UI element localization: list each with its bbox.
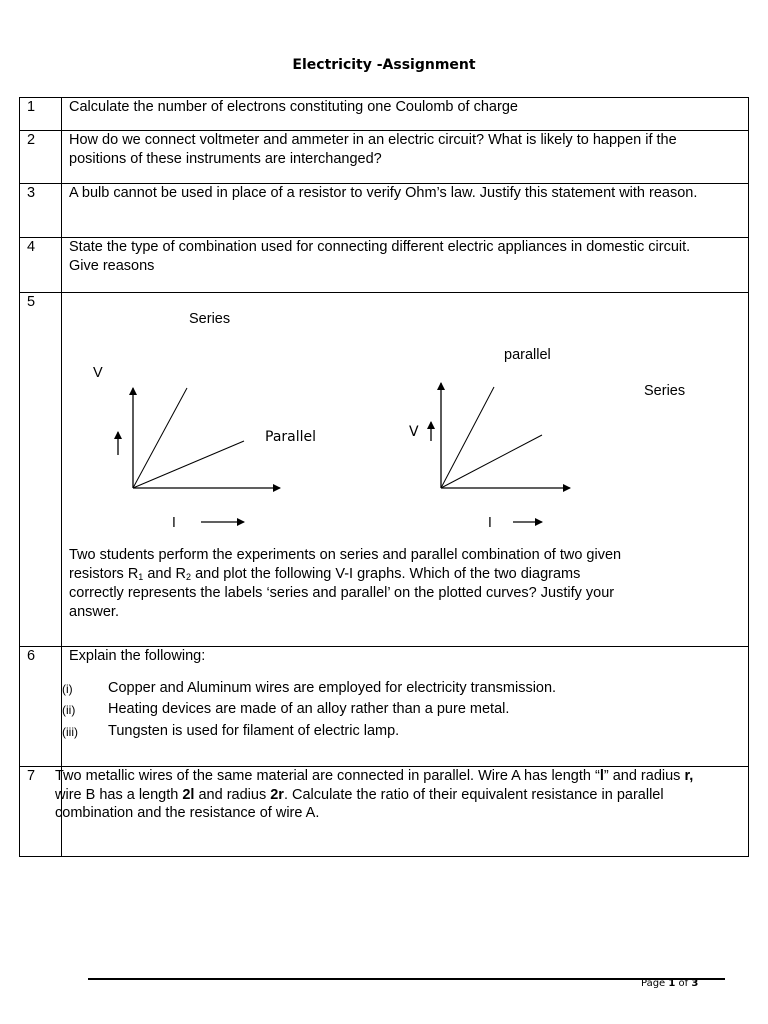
question-row-6 (20, 647, 749, 767)
axis-label-i: I (172, 516, 176, 531)
question-row-3 (20, 184, 749, 238)
sub-question-list (62, 679, 748, 744)
question-line: Give reasons (69, 257, 155, 274)
question-number: 4 (20, 238, 62, 293)
subscript: 1 (138, 571, 144, 582)
right-steep-line (441, 387, 494, 488)
text-segment: and radius (194, 786, 271, 803)
sub-question-number: (iii) (62, 724, 78, 739)
sub-question-number: (i) (62, 681, 73, 696)
question-line (55, 786, 748, 805)
bold-text: 2r (270, 786, 284, 803)
sub-question-text: Heating devices are made of an alloy rather than a pure metal. (108, 701, 510, 717)
question-line: combination and the resistance of wire A. (55, 805, 320, 821)
graph-label-parallel: parallel (504, 347, 551, 363)
question-line: How do we connect voltmeter and ammeter in an electric circuit? What is likely to happen if the (69, 132, 677, 148)
question-line: correctly represents the labels ‘series and parallel’ on the plotted curves? Justify your (69, 585, 615, 601)
question-content (62, 293, 749, 647)
left-steep-line (133, 388, 187, 488)
question-text: Calculate the number of electrons constituting one Coulomb of charge (62, 98, 749, 131)
question-line: State the type of combination used for connecting different electric appliances in domestic circuit. (69, 239, 691, 255)
question-number: 1 (20, 98, 62, 131)
question-number: 3 (20, 184, 62, 238)
page-number (641, 978, 698, 989)
question-line (55, 767, 748, 786)
question-text (69, 546, 748, 621)
question-row-7 (20, 767, 749, 857)
sub-question (62, 700, 748, 722)
right-shallow-line (441, 435, 542, 488)
graph-label-series: Series (189, 311, 231, 327)
vi-graphs (62, 293, 742, 546)
footer-divider (88, 978, 725, 980)
text-segment: ” and radius (603, 768, 685, 784)
sub-question-text: Copper and Aluminum wires are employed for electricity transmission. (108, 679, 557, 696)
bold-text: 2l (182, 786, 195, 803)
question-line (69, 565, 748, 585)
page-word: Page (641, 978, 669, 989)
question-row-4 (20, 238, 749, 293)
subscript: 2 (186, 571, 192, 582)
graph-label-series: Series (644, 383, 686, 399)
question-number: 6 (20, 647, 62, 767)
sub-question (62, 679, 748, 701)
sub-question (62, 722, 748, 744)
text-segment: . Calculate the ratio of their equivalent resistance in parallel (283, 786, 664, 803)
sub-question-number: (ii) (62, 703, 76, 717)
page-current: 1 (668, 978, 676, 989)
question-text (62, 131, 749, 184)
question-text (62, 238, 749, 293)
question-row-1 (20, 98, 749, 131)
questions-table (19, 97, 749, 857)
question-line: Two students perform the experiments on series and parallel combination of two given (69, 547, 622, 563)
bold-text: l (599, 768, 604, 784)
question-intro: Explain the following: (69, 648, 206, 664)
question-number: 5 (20, 293, 62, 647)
question-line: answer. (69, 603, 119, 620)
question-text (55, 767, 749, 857)
sub-question-text: Tungsten is used for filament of electric lamp. (108, 722, 400, 739)
text-segment: and plot the following V-I graphs. Which of the two diagrams (191, 565, 581, 582)
text-segment: wire B has a length (55, 786, 183, 803)
question-number: 2 (20, 131, 62, 184)
page-total: 3 (691, 978, 699, 989)
question-text: A bulb cannot be used in place of a resistor to verify Ohm’s law. Justify this statement with reason. (62, 184, 749, 238)
right-graph (431, 383, 570, 522)
graph-label-parallel: Parallel (265, 429, 317, 445)
of-word: of (675, 978, 692, 989)
left-shallow-line (133, 441, 244, 488)
question-row-5 (20, 293, 749, 647)
text-segment: resistors R (69, 565, 139, 582)
text-segment: Two metallic wires of the same material are connected in parallel. Wire A has length “ (55, 768, 600, 784)
question-row-2 (20, 131, 749, 184)
axis-label-i: I (488, 516, 492, 531)
question-number: 7 (20, 767, 62, 857)
left-graph (118, 388, 280, 522)
bold-text: r, (684, 768, 694, 784)
question-line: positions of these instruments are interchanged? (69, 150, 382, 167)
vi-graphs-figure (69, 293, 748, 546)
question-content (62, 647, 749, 767)
page-title: Electricity -Assignment (292, 57, 476, 73)
axis-label-v: V (409, 424, 419, 440)
text-segment: and R (143, 565, 187, 582)
axis-label-v: V (93, 365, 103, 381)
